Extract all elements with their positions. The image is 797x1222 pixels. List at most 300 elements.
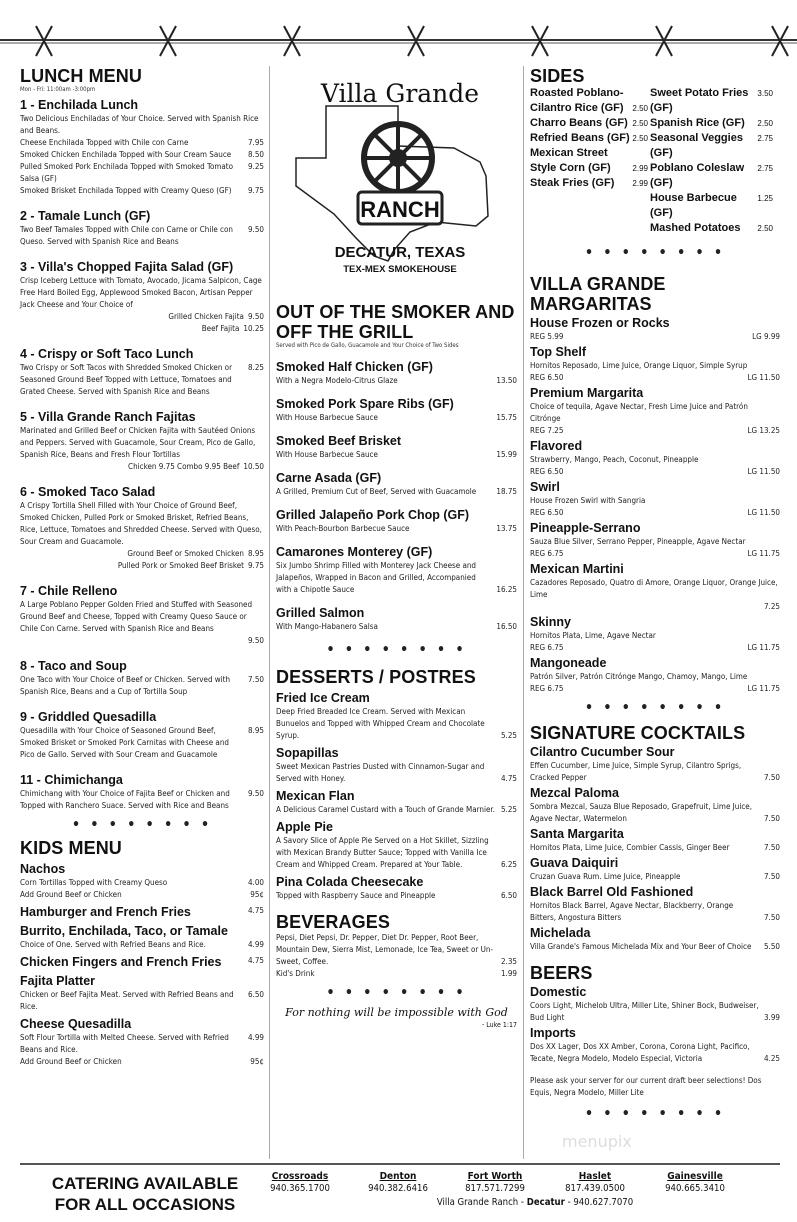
cocktail-item [530,827,780,854]
side-name: Poblano Coleslaw (GF) [650,162,745,189]
cocktail-item-row [530,760,780,784]
cocktail-item-row [530,900,780,924]
margarita-reg: REG 6.75 [530,684,564,693]
side-item [530,101,650,116]
margarita-reg: REG 7.25 [530,426,564,435]
row-text: Chicken or Beef Fajita Meat. Served with Refried Beans and Rice. [20,990,234,1011]
margarita-title: Premium Margarita [530,386,644,400]
row-text: Add Ground Beef or Chicken [20,890,122,899]
margarita-title: Pineapple-Serrano [530,521,641,535]
kids-item-title: Cheese Quesadilla [20,1017,132,1031]
smoker-item [276,606,517,633]
smoker-item-desc: With House Barbecue Sauce [276,450,378,459]
location-name: Denton [379,1171,417,1182]
cocktail-item-title: Michelada [530,926,591,940]
price-row [20,311,264,323]
price-row [20,877,264,889]
kids-item [20,1017,264,1068]
location-phone: 940.382.6416 [368,1183,428,1194]
dessert-item-desc: A Delicious Caramel Custard with a Touch of Grande Marnier. [276,805,495,814]
margarita-item [530,316,780,343]
logo-tagline: TEX-MEX SMOKEHOUSE [343,264,457,275]
side-item [530,86,650,101]
margarita-desc: Patrón Silver, Patrón Citrónge Mango, Chamoy, Mango, Lime [530,672,748,681]
main-location [400,1197,670,1208]
smoker-item-row [276,412,517,424]
lunch-column [20,66,270,1159]
beverage-list [276,932,517,980]
price-row [20,461,264,473]
price-row [20,137,264,149]
cocktail-item-price: 5.50 [763,942,780,951]
lunch-item [20,584,264,647]
margarita-price-row [530,425,780,437]
lunch-item [20,209,264,248]
smoker-item-desc: A Grilled, Premium Cut of Beef, Served with Guacamole [276,487,477,496]
location [343,1171,453,1195]
smoker-item-title: Camarones Monterey (GF) [276,545,433,559]
row-price: 2.35 [500,957,517,966]
margarita-item [530,480,780,519]
margarita-price-row [530,601,780,613]
price-row [20,149,264,161]
location-phone: 817.571.7299 [465,1183,525,1194]
side-price: 2.99 [632,164,648,173]
row-text: Choice of One. Served with Refried Beans and Rice. [20,940,206,949]
side-name: House Barbecue (GF) [650,192,737,219]
desserts-title: DESSERTS / POSTRES [276,667,476,687]
smoker-item-row [276,486,517,498]
price-row [20,185,264,197]
dessert-item-desc: A Savory Slice of Apple Pie Served on a Hot Skillet, Sizzling with Mexican Brandy Butter Sauce; Topped with Vanilla Ice Cream and Whipped Cream. Prepared at Your Table. [276,836,489,869]
kids-item [20,955,264,970]
row-text: Chimichang with Your Choice of Fajita Beef or Chicken and Topped with Ranchero Suace. Served with Rice and Beans [20,789,230,810]
divider: • • • • • • • • [584,700,726,716]
smoker-item-desc: Six Jumbo Shrimp Filled with Monterey Jack Cheese and Jalapeños, Wrapped in Bacon and Grilled, Accompanied with a Chipotle Sauce [276,561,476,594]
kids-item-title: Burrito, Enchilada, Taco, or Tamale [20,924,228,938]
price-row [20,548,264,560]
margarita-title: House Frozen or Rocks [530,316,670,330]
location [640,1171,750,1195]
margarita-desc: Hornitos Reposado, Lime Juice, Orange Liquor, Simple Syrup [530,361,748,370]
margarita-list [530,316,780,695]
row-text: Pulled Smoked Pork Enchilada Topped with Smoked Tomato Salsa (GF) [20,162,234,183]
side-name: Mexican Street [530,147,608,159]
divider: • • • • • • • • [584,1106,726,1122]
side-price: 2.50 [632,104,648,113]
lunch-item [20,410,264,473]
cocktail-item-row [530,871,780,883]
row-price: 7.95 [247,138,264,147]
smoker-item [276,397,517,424]
smoker-item-row [276,523,517,535]
row-price: 9.50 [247,789,264,798]
dessert-item-title: Pina Colada Cheesecake [276,875,424,889]
lunch-item-title: 11 - Chimichanga [20,773,123,787]
side-item [650,116,775,131]
dessert-item-row [276,835,517,871]
cocktail-item-desc: Hornitos Plata, Lime Juice, Combier Cassis, Ginger Beer [530,843,730,852]
price-row [20,939,264,951]
cocktail-item-title: Black Barrel Old Fashioned [530,885,694,899]
price-row [20,989,264,1013]
lunch-item [20,260,264,335]
sides-grid [530,86,780,236]
lunch-item-desc: A Crispy Tortilla Shell Filled with Your Choice of Ground Beef, Smoked Chicken, Pulled Pork or Smoked Brisket, Refried Beans, Rice, Lettuce, Tomatoes and Shredded Cheese. Served with Queso, Sour Cream and Guacamole. [20,501,262,546]
sides-left [530,86,650,236]
side-price: 2.99 [632,179,648,188]
price-row [276,968,517,980]
smoker-item [276,360,517,387]
location [440,1171,550,1195]
margarita-item [530,439,780,478]
row-text: Pepsi, Diet Pepsi, Dr. Pepper, Diet Dr. Pepper, Root Beer, Mountain Dew, Sierra Mist, Lemonade, Ice Tea, Sweet or Un-Sweet, Coffee. [276,933,494,966]
cocktail-item-title: Cilantro Cucumber Sour [530,745,675,759]
beer-item-row [530,1000,780,1024]
smoker-item-price: 13.75 [496,524,517,533]
price-row [20,323,264,335]
price-row [20,560,264,572]
smoker-title: OUT OF THE SMOKER AND OFF THE GRILL [276,302,515,342]
lunch-hours: Mon - Fri: 11:00am -3:00pm [20,86,96,93]
row-price: 95¢ [250,890,264,899]
side-item [530,131,650,146]
smoker-item [276,434,517,461]
cocktail-item-price: 7.50 [763,913,780,922]
margarita-reg: REG 5.99 [530,332,564,341]
lunch-menu-title: LUNCH MENU [20,66,142,86]
dessert-item-title: Mexican Flan [276,789,355,803]
margaritas-title: VILLA GRANDE MARGARITAS [530,274,666,314]
cocktail-item-desc: Villa Grande's Famous Michelada Mix and Your Beer of Choice [530,942,752,951]
margarita-title: Mexican Martini [530,562,624,576]
dessert-item-price: 6.50 [500,891,517,900]
smoker-item-desc: With Mango-Habanero Salsa [276,622,378,631]
smoker-item [276,508,517,535]
row-price: 8.95 [247,549,264,558]
row-price: 9.25 [247,162,264,171]
row-text: Two Crispy or Soft Tacos with Shredded Smoked Chicken or Seasoned Ground Beef Topped with Lettuce, Tomatoes and Grated Cheese. Served with Spanish Rice and Beans [20,363,233,396]
price-row [20,889,264,901]
margarita-item [530,345,780,384]
lunch-item [20,347,264,398]
center-column [276,66,524,1159]
dessert-item-price: 5.25 [500,805,517,814]
price-row [20,674,264,698]
cocktail-list [530,745,780,953]
row-price: 9.75 [247,561,264,570]
margarita-desc: Choice of tequila, Agave Nectar, Fresh Lime Juice and Patrón Citrónge [530,402,748,423]
margarita-item [530,615,780,654]
row-price: 1.99 [500,969,517,978]
footer [20,1163,780,1213]
cocktail-item-title: Mezcal Paloma [530,786,619,800]
side-name: Sweet Potato Fries (GF) [650,87,749,114]
side-item [530,161,650,176]
price-row [20,1056,264,1068]
lunch-item-title: 8 - Taco and Soup [20,659,127,673]
logo-city: DECATUR, TEXAS [334,244,466,261]
margarita-title: Skinny [530,615,571,629]
side-name: Spanish Rice (GF) [650,117,745,129]
smoker-item-row [276,621,517,633]
dessert-item [276,746,517,785]
kids-item-title: Chicken Fingers and French Fries [20,955,222,969]
cocktail-item-price: 7.50 [763,773,780,782]
beer-item-title: Imports [530,1026,576,1040]
price-row [20,788,264,812]
cocktail-item-desc: Effen Cucumber, Lime Juice, Simple Syrup, Cilantro Sprigs, Cracked Pepper [530,761,742,782]
beer-item-desc: Coors Light, Michelob Ultra, Miller Lite, Shiner Bock, Budweiser, Bud Light [530,1001,759,1022]
lunch-item-title: 2 - Tamale Lunch (GF) [20,209,151,223]
lunch-item-title: 1 - Enchilada Lunch [20,98,139,112]
lunch-item [20,710,264,761]
cocktail-item-row [530,941,780,953]
margarita-desc: House Frozen Swirl with Sangria [530,496,646,505]
row-text: Pulled Pork or Smoked Beef Brisket [117,561,244,570]
cocktail-item-price: 7.50 [763,843,780,852]
row-price: 9.50 [247,636,264,645]
dessert-item-price: 4.75 [500,774,517,783]
kids-item [20,862,264,901]
margarita-item [530,656,780,695]
sides-right [650,86,775,236]
row-price: 10.25 [243,324,264,333]
cocktail-item [530,885,780,924]
lunch-item-desc: Crisp Iceberg Lettuce with Tomato, Avocado, Jicama Salpicon, Cage Free Hard Boiled Egg, Applewood Smoked Bacon, Artisan Pepper Jack Cheese and Your Choice of [20,276,262,309]
price-row [20,161,264,185]
side-item [650,131,775,161]
cocktail-item-title: Guava Daiquiri [530,856,619,870]
main-location-name: Villa Grande Ranch - [436,1197,527,1208]
row-text: Grilled Chicken Fajita [168,312,244,321]
row-text: Corn Tortillas Topped with Creamy Queso [20,878,168,887]
smoker-subtitle: Served with Pico de Gallo, Guacamole and Your Choice of Two Sides [276,342,459,349]
margarita-title: Flavored [530,439,583,453]
row-price: 6.50 [247,990,264,999]
cocktail-item-title: Santa Margarita [530,827,624,841]
dessert-item-row [276,706,517,742]
margarita-title: Swirl [530,480,560,494]
margarita-desc: Strawberry, Mango, Peach, Coconut, Pineapple [530,455,699,464]
dessert-item [276,789,517,816]
price-row [20,725,264,761]
row-price: 8.50 [247,150,264,159]
divider: • • • • • • • • [326,985,467,1001]
row-text: Soft Flour Tortilla with Melted Cheese. Served with Refried Beans and Rice. [20,1033,229,1054]
location-name: Fort Worth [467,1171,523,1182]
side-price: 2.75 [757,164,773,173]
main-location-phone: - 940.627.7070 [564,1197,634,1208]
lunch-item-title: 5 - Villa Grande Ranch Fajitas [20,410,196,424]
dessert-item-desc: Topped with Raspberry Sauce and Pineapple [276,891,436,900]
location [245,1171,355,1195]
beer-item-title: Domestic [530,985,587,999]
texas-wagon-wheel-logo [276,66,524,278]
dessert-item-title: Fried Ice Cream [276,691,370,705]
margarita-price-row [530,507,780,519]
margarita-lg: LG 9.99 [752,332,780,341]
margarita-lg: LG 11.50 [747,373,780,382]
side-name: Roasted Poblano- [530,87,624,99]
smoker-item-title: Grilled Jalapeño Pork Chop (GF) [276,508,470,522]
smoker-item-price: 13.50 [496,376,517,385]
smoker-item-price: 15.99 [496,450,517,459]
side-price: 2.50 [632,119,648,128]
row-price: 8.25 [247,363,264,372]
smoker-item-title: Smoked Pork Spare Ribs (GF) [276,397,454,411]
price-row [20,635,264,647]
side-item [530,116,650,131]
side-price: 2.75 [757,134,773,143]
lunch-item [20,485,264,572]
lunch-item-title: 6 - Smoked Taco Salad [20,485,156,499]
margarita-lg: LG 11.75 [747,549,780,558]
kids-item [20,974,264,1013]
cocktail-item-desc: Cruzan Guava Rum. Lime Juice, Pineapple [530,872,681,881]
location-name: Crossroads [271,1171,329,1182]
catering-banner: CATERING AVAILABLE FOR ALL OCCASIONS [51,1174,239,1214]
side-price: 2.50 [757,119,773,128]
margarita-desc: Hornitos Plata, Lime, Agave Nectar [530,631,656,640]
kids-item-price: 4.75 [247,956,264,965]
row-price: 7.50 [247,675,264,684]
beverages-title: BEVERAGES [276,912,390,932]
lunch-item [20,98,264,197]
margarita-desc: Sauza Blue Silver, Serrano Pepper, Pineapple, Agave Nectar [530,537,746,546]
cocktail-item [530,926,780,953]
margarita-item [530,562,780,613]
row-price: 8.95 [247,726,264,735]
dessert-item [276,820,517,871]
cocktail-item [530,786,780,825]
smoker-item [276,471,517,498]
lunch-item-desc: Marinated and Grilled Beef or Chicken Fajita with Sautéed Onions and Peppers. Served with Guacamole, Sour Cream, Pico de Gallo, Spanish Rice, Beans and Fresh Flour Tortillas [20,426,256,459]
logo-name: Villa Grande [320,79,480,108]
main-location-city: Decatur [526,1197,565,1208]
side-item [530,176,650,191]
sides-title: SIDES [530,66,585,86]
kids-item [20,905,264,920]
smoker-item [276,545,517,596]
divider: • • • • • • • • [584,245,726,261]
lunch-item [20,659,264,698]
dessert-item-desc: Sweet Mexican Pastries Dusted with Cinnamon-Sugar and Served with Honey. [276,762,485,783]
margarita-item [530,386,780,437]
kids-title-row [20,955,264,970]
restaurant-logo [276,66,517,278]
smoker-item-desc: With a Negra Modelo-Citrus Glaze [276,376,398,385]
row-text: Ground Beef or Smoked Chicken [127,549,244,558]
row-price: 4.99 [247,940,264,949]
price-row [20,362,264,398]
row-price: 4.00 [247,878,264,887]
smoker-item-price: 18.75 [496,487,517,496]
side-item [650,161,775,191]
drinks-column [530,66,780,1159]
kids-item-price: 4.75 [247,906,264,915]
cocktail-item-price: 7.50 [763,814,780,823]
beer-list [530,985,780,1065]
margarita-price-row [530,466,780,478]
beer-item [530,1026,780,1065]
smoker-list [276,360,517,633]
smoker-item-price: 16.25 [496,585,517,594]
smoker-item-title: Smoked Beef Brisket [276,434,402,448]
smoker-item-price: 15.75 [496,413,517,422]
margarita-price-row [530,331,780,343]
location-phone: 817.439.0500 [565,1183,625,1194]
draft-note-text: Please ask your server for our current draft beer selections! Dos Equis, Negra Modelo, Miller Lite [530,1076,762,1097]
lunch-item-title: 3 - Villa's Chopped Fajita Salad (GF) [20,260,234,274]
dessert-item [276,691,517,742]
row-text: Two Beef Tamales Topped with Chile con Carne or Chile con Queso. Served with Spanish Rice and Beans [20,225,233,246]
smoker-item-desc: With House Barbecue Sauce [276,413,378,422]
barbed-wire-border [0,0,797,62]
row-text: Chicken 9.75 Combo 9.95 Beef [128,462,240,471]
dessert-item-title: Apple Pie [276,820,333,834]
row-text: Beef Fajita [201,324,240,333]
lunch-item [20,773,264,812]
bible-quote: For nothing will be impossible with God [285,1006,508,1019]
margarita-lg: LG 13.25 [747,426,780,435]
wagon-wheel-icon [364,124,432,192]
beer-item-price: 4.25 [763,1054,780,1063]
row-price: 95¢ [250,1057,264,1066]
side-price: 1.25 [757,194,773,203]
smoker-item-price: 16.50 [496,622,517,631]
margarita-reg: REG 6.50 [530,373,564,382]
margarita-desc: Cazadores Reposado, Quatro di Amore, Orange Liquor, Orange Juice, Lime [530,578,778,599]
margarita-reg: REG 6.50 [530,508,564,517]
cocktail-item-desc: Sombra Mezcal, Sauza Blue Reposado, Grapefruit, Lime Juice, Agave Nectar, Watermelon [530,802,753,823]
location [540,1171,650,1195]
smoker-item-row [276,375,517,387]
watermark: menupix [562,1132,632,1151]
location-name: Haslet [578,1171,612,1182]
dessert-item-desc: Deep Fried Breaded Ice Cream. Served with Mexican Bunuelos and Topped with Whipped Cream and Chocolate Syrup. [276,707,485,740]
side-name: Steak Fries (GF) [530,177,615,189]
row-price: 9.50 [247,312,264,321]
price-row [20,224,264,248]
cocktail-item [530,745,780,784]
side-name: Cilantro Rice (GF) [530,102,624,114]
location-name: Gainesville [667,1171,723,1182]
dessert-item-price: 6.25 [500,860,517,869]
row-text: Smoked Brisket Enchilada Topped with Creamy Queso (GF) [20,186,232,195]
margarita-lg: 7.25 [763,602,780,611]
cocktail-item-desc: Hornitos Black Barrel, Agave Nectar, Blackberry, Orange Bitters, Angostura Bitters [530,901,734,922]
lunch-item-title: 9 - Griddled Quesadilla [20,710,157,724]
bible-citation: - Luke 1:17 [481,1021,517,1029]
margarita-price-row [530,548,780,560]
row-price: 9.50 [247,225,264,234]
margarita-price-row [530,683,780,695]
side-item [530,146,650,161]
dessert-item-row [276,804,517,816]
divider: • • • • • • • • [326,642,467,658]
margarita-reg: REG 6.75 [530,643,564,652]
beer-item-price: 3.99 [763,1013,780,1022]
row-price: 9.75 [247,186,264,195]
beers-title: BEERS [530,963,593,983]
draft-note [530,1075,780,1099]
side-name: Style Corn (GF) [530,162,611,174]
side-name: Mashed Potatoes [650,222,741,234]
margarita-lg: LG 11.75 [747,643,780,652]
smoker-item-row [276,449,517,461]
logo-brand: RANCH [360,197,440,222]
